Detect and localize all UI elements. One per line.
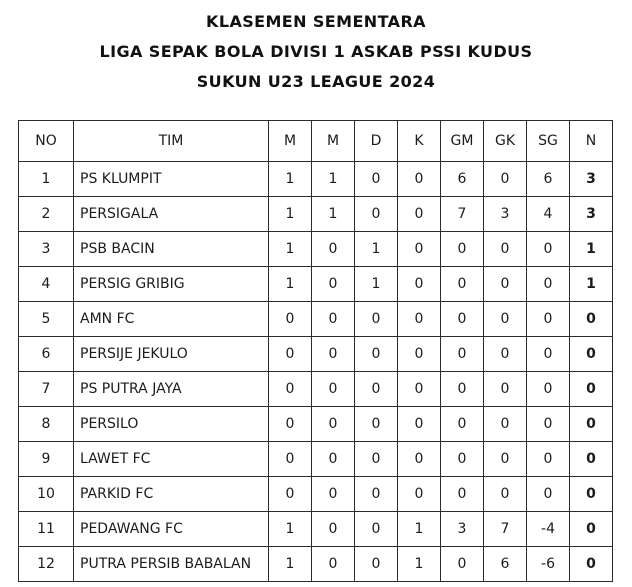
cell-no: 9: [19, 442, 74, 477]
cell-k: 0: [398, 372, 441, 407]
cell-k: 0: [398, 407, 441, 442]
cell-m1: 0: [269, 337, 312, 372]
table-row: [19, 442, 613, 477]
cell-k: 1: [398, 547, 441, 582]
cell-tim: PERSILO: [74, 407, 269, 442]
cell-m1: 1: [269, 197, 312, 232]
cell-d: 0: [355, 337, 398, 372]
cell-gm: 0: [441, 442, 484, 477]
cell-no: 5: [19, 302, 74, 337]
table-row: [19, 162, 613, 197]
column-header-tim: TIM: [74, 121, 269, 162]
cell-tim: LAWET FC: [74, 442, 269, 477]
cell-sg: 0: [527, 232, 570, 267]
cell-no: 6: [19, 337, 74, 372]
cell-gk: 0: [484, 407, 527, 442]
column-header-no: NO: [19, 121, 74, 162]
cell-k: 1: [398, 512, 441, 547]
table-row: [19, 547, 613, 582]
cell-gm: 0: [441, 302, 484, 337]
cell-no: 11: [19, 512, 74, 547]
cell-sg: 6: [527, 162, 570, 197]
cell-no: 1: [19, 162, 74, 197]
column-header-gm: GM: [441, 121, 484, 162]
cell-k: 0: [398, 267, 441, 302]
cell-m1: 0: [269, 372, 312, 407]
cell-tim: PARKID FC: [74, 477, 269, 512]
cell-m2: 0: [312, 407, 355, 442]
cell-gm: 0: [441, 232, 484, 267]
cell-gk: 3: [484, 197, 527, 232]
cell-k: 0: [398, 162, 441, 197]
cell-m1: 1: [269, 547, 312, 582]
table-row: [19, 372, 613, 407]
cell-m1: 1: [269, 162, 312, 197]
cell-m2: 0: [312, 267, 355, 302]
cell-tim: PSB BACIN: [74, 232, 269, 267]
cell-gm: 3: [441, 512, 484, 547]
cell-d: 1: [355, 267, 398, 302]
cell-no: 2: [19, 197, 74, 232]
cell-no: 3: [19, 232, 74, 267]
column-header-k: K: [398, 121, 441, 162]
cell-gm: 0: [441, 477, 484, 512]
column-header-n: N: [570, 121, 613, 162]
table-row: [19, 232, 613, 267]
column-header-sg: SG: [527, 121, 570, 162]
cell-gm: 6: [441, 162, 484, 197]
cell-gk: 7: [484, 512, 527, 547]
cell-m1: 1: [269, 512, 312, 547]
page-header: [0, 0, 632, 97]
cell-m2: 0: [312, 302, 355, 337]
column-header-gk: GK: [484, 121, 527, 162]
cell-tim: PUTRA PERSIB BABALAN: [74, 547, 269, 582]
cell-n: 3: [570, 162, 613, 197]
cell-gk: 0: [484, 162, 527, 197]
cell-k: 0: [398, 442, 441, 477]
cell-n: 1: [570, 232, 613, 267]
cell-d: 0: [355, 407, 398, 442]
cell-d: 1: [355, 232, 398, 267]
cell-gk: 0: [484, 267, 527, 302]
standings-table-header: [19, 121, 613, 162]
cell-gk: 0: [484, 477, 527, 512]
table-row: [19, 267, 613, 302]
cell-no: 12: [19, 547, 74, 582]
cell-n: 0: [570, 477, 613, 512]
cell-k: 0: [398, 197, 441, 232]
column-header-m2: M: [312, 121, 355, 162]
cell-k: 0: [398, 302, 441, 337]
cell-sg: 0: [527, 337, 570, 372]
cell-m1: 1: [269, 267, 312, 302]
cell-k: 0: [398, 337, 441, 372]
cell-n: 0: [570, 302, 613, 337]
cell-m2: 1: [312, 162, 355, 197]
cell-gk: 0: [484, 232, 527, 267]
standings-table-body: [19, 162, 613, 582]
cell-k: 0: [398, 477, 441, 512]
cell-sg: 4: [527, 197, 570, 232]
cell-m2: 0: [312, 442, 355, 477]
cell-tim: PS KLUMPIT: [74, 162, 269, 197]
table-row: [19, 477, 613, 512]
cell-gk: 0: [484, 337, 527, 372]
cell-tim: PERSIGALA: [74, 197, 269, 232]
cell-n: 0: [570, 547, 613, 582]
cell-n: 0: [570, 337, 613, 372]
cell-d: 0: [355, 512, 398, 547]
table-row: [19, 337, 613, 372]
cell-m2: 1: [312, 197, 355, 232]
cell-d: 0: [355, 302, 398, 337]
cell-m2: 0: [312, 547, 355, 582]
cell-no: 8: [19, 407, 74, 442]
cell-n: 0: [570, 372, 613, 407]
cell-m1: 0: [269, 302, 312, 337]
cell-gk: 0: [484, 442, 527, 477]
cell-sg: -6: [527, 547, 570, 582]
cell-sg: 0: [527, 442, 570, 477]
cell-sg: -4: [527, 512, 570, 547]
cell-k: 0: [398, 232, 441, 267]
column-header-d: D: [355, 121, 398, 162]
cell-tim: PS PUTRA JAYA: [74, 372, 269, 407]
cell-tim: PEDAWANG FC: [74, 512, 269, 547]
cell-m2: 0: [312, 372, 355, 407]
cell-no: 4: [19, 267, 74, 302]
standings-table: [18, 120, 613, 582]
cell-n: 0: [570, 442, 613, 477]
cell-m1: 1: [269, 232, 312, 267]
cell-sg: 0: [527, 372, 570, 407]
cell-m2: 0: [312, 232, 355, 267]
cell-d: 0: [355, 442, 398, 477]
cell-d: 0: [355, 372, 398, 407]
cell-d: 0: [355, 197, 398, 232]
cell-n: 0: [570, 512, 613, 547]
column-header-m1: M: [269, 121, 312, 162]
page-title-line-1: KLASEMEN SEMENTARA: [206, 12, 426, 31]
page-title-line-2: LIGA SEPAK BOLA DIVISI 1 ASKAB PSSI KUDUS: [99, 42, 533, 61]
cell-gm: 0: [441, 407, 484, 442]
cell-sg: 0: [527, 477, 570, 512]
cell-gm: 0: [441, 337, 484, 372]
cell-gm: 0: [441, 547, 484, 582]
table-row: [19, 407, 613, 442]
cell-gk: 6: [484, 547, 527, 582]
table-row: [19, 512, 613, 547]
cell-d: 0: [355, 477, 398, 512]
cell-n: 3: [570, 197, 613, 232]
cell-sg: 0: [527, 407, 570, 442]
table-row: [19, 197, 613, 232]
cell-tim: PERSIJE JEKULO: [74, 337, 269, 372]
cell-n: 1: [570, 267, 613, 302]
cell-gm: 7: [441, 197, 484, 232]
cell-m2: 0: [312, 477, 355, 512]
cell-m2: 0: [312, 337, 355, 372]
cell-sg: 0: [527, 267, 570, 302]
cell-n: 0: [570, 407, 613, 442]
cell-d: 0: [355, 547, 398, 582]
cell-no: 7: [19, 372, 74, 407]
cell-sg: 0: [527, 302, 570, 337]
cell-m1: 0: [269, 477, 312, 512]
table-row: [19, 302, 613, 337]
header-row: [19, 121, 613, 162]
cell-tim: PERSIG GRIBIG: [74, 267, 269, 302]
cell-gm: 0: [441, 372, 484, 407]
cell-gk: 0: [484, 372, 527, 407]
cell-m1: 0: [269, 442, 312, 477]
cell-gm: 0: [441, 267, 484, 302]
cell-no: 10: [19, 477, 74, 512]
cell-gk: 0: [484, 302, 527, 337]
cell-m2: 0: [312, 512, 355, 547]
page-title-line-3: SUKUN U23 LEAGUE 2024: [196, 72, 436, 91]
cell-tim: AMN FC: [74, 302, 269, 337]
cell-m1: 0: [269, 407, 312, 442]
cell-d: 0: [355, 162, 398, 197]
